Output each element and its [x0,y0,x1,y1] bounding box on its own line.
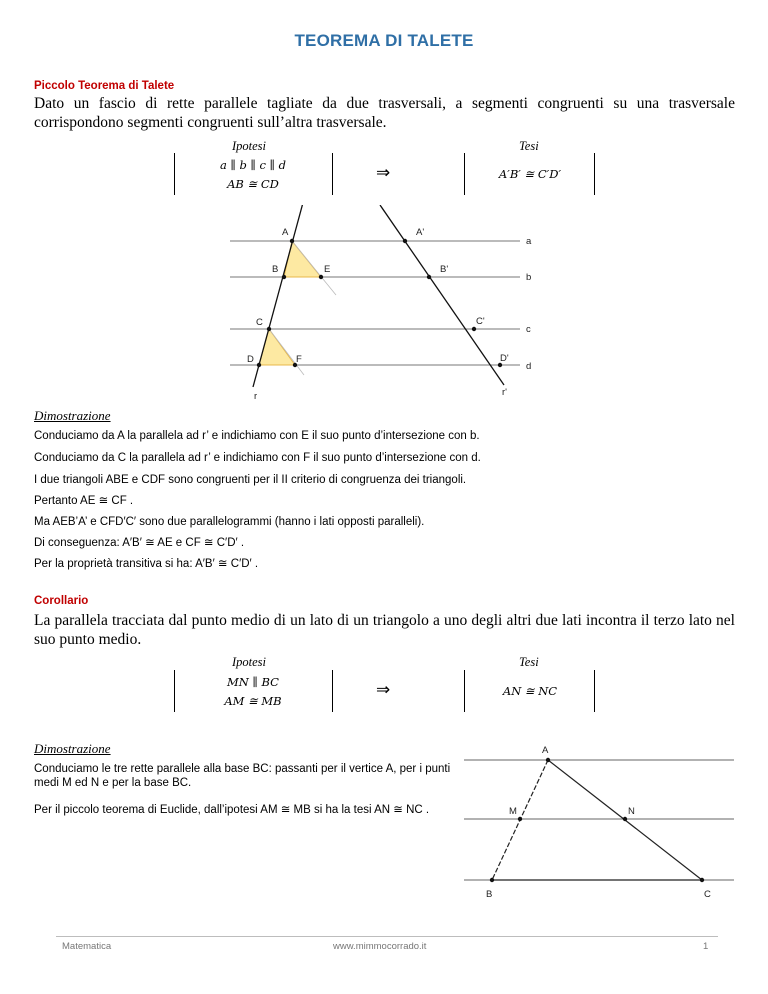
tesi-left-bar [464,153,465,195]
tesi-label: Tesi [519,139,539,153]
tesi-label-2: Tesi [519,655,539,669]
ipotesi-label-2: Ipotesi [232,655,267,669]
ipotesi2-right-bar [332,670,333,712]
label-A: A [282,227,289,238]
ipotesi2-left-bar [174,670,175,712]
proof-line-7: Per la proprietà transitiva si ha: A′B′ ≅ C′D′ . [34,558,259,570]
tesi-line-1: A′B′ ≅ C′D′ [498,167,562,181]
dimostrazione-label-1: Dimostrazione [34,408,111,423]
tesi2-line-1: AN ≅ NC [502,684,558,698]
label-C-prime: C' [476,316,485,327]
section-heading-corollario: Corollario [34,595,89,607]
proof-line-4: Pertanto AE ≅ CF . [34,495,134,507]
page-title: TEOREMA DI TALETE [294,31,474,50]
section-heading-piccolo-teorema: Piccolo Teorema di Talete [34,80,175,92]
corollary-proof-p2: Per il piccolo teorema di Euclide, dall’ipotesi AM ≅ MB si ha la tesi AN ≅ NC . [34,804,430,816]
transversal-r-prime [380,205,504,385]
label-C: C [256,317,263,328]
ipotesi2-line-2: AM ≅ MB [224,694,282,708]
label-B: B [272,264,279,275]
label-M: M [509,806,517,817]
label-B-tri: B [486,889,493,900]
triangle-figure [462,742,742,910]
implies-arrow-2: ⇒ [376,680,391,700]
ipotesi-line-1: a ∥ b ∥ c ∥ d [220,158,286,172]
ipotesi-label: Ipotesi [232,139,267,153]
label-c: c [526,324,531,335]
tesi2-left-bar [464,670,465,712]
label-r: r [254,391,258,402]
label-A-tri: A [542,745,549,756]
theorem-statement: Dato un fascio di rette parallele tagliate da due trasversali, a segmenti congruenti su una trasversale corrispondono segmenti congruenti sull’altra trasversale. [34,95,735,131]
tesi-right-bar [594,153,595,195]
label-E: E [324,264,331,275]
label-B-prime: B' [440,264,449,275]
corollary-statement: La parallela tracciata dal punto medio di un lato di un triangolo a uno degli altri due lati incontra il terzo lato nel suo punto medio. [34,612,735,648]
label-a: a [526,236,532,247]
label-N: N [628,806,635,817]
ipotesi-line-2: AB ≅ CD [227,177,279,191]
implies-arrow: ⇒ [376,163,391,183]
label-r-prime: r' [502,387,507,398]
proof-line-2: Conduciamo da C la parallela ad r’ e indichiamo con F il suo punto d’intersezione con d. [34,452,481,464]
footer-center: www.mimmocorrado.it [333,941,427,952]
tesi2-right-bar [594,670,595,712]
label-D: D [247,354,254,365]
label-d: d [526,361,532,372]
proof-line-1: Conduciamo da A la parallela ad r’ e indichiamo con E il suo punto d’intersezione con b. [34,430,480,442]
label-F: F [296,354,302,365]
proof-line-3: I due triangoli ABE e CDF sono congruenti per il II criterio di congruenza dei triangoli. [34,474,467,486]
label-D-prime: D' [500,353,509,364]
label-A-prime: A' [416,227,425,238]
footer-left: Matematica [62,941,112,952]
ipotesi2-line-1: MN ∥ BC [227,675,279,689]
corollary-proof-p1: Conduciamo le tre rette parallele alla base BC: passanti per il vertice A, per i punti medi M ed N e per la base BC. [34,763,451,789]
footer-page-number: 1 [703,941,709,952]
talete-figure [220,205,560,405]
proof-line-6: Di conseguenza: A′B′ ≅ AE e CF ≅ C′D′ . [34,537,245,549]
label-b: b [526,272,532,283]
footer-divider [56,936,718,937]
triangle-abe [284,241,321,277]
ipotesi-right-bar [332,153,333,195]
ipotesi-left-bar [174,153,175,195]
dimostrazione-label-2: Dimostrazione [34,741,111,756]
proof-line-5: Ma AEB’A’ e CFD′C′ sono due parallelogrammi (hanno i lati opposti paralleli). [34,516,425,528]
label-C-tri: C [704,889,711,900]
